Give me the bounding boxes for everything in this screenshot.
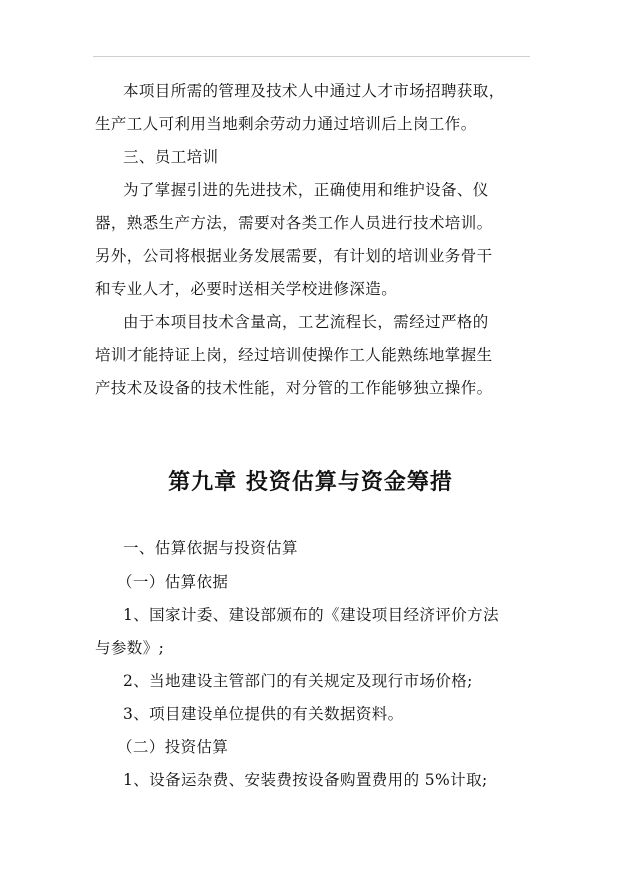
list-item-3: 3、项目建设单位提供的有关数据资料。 <box>123 705 404 723</box>
paragraph-2-line-2: 器，熟悉生产方法，需要对各类工作人员进行技术培训。 <box>95 214 493 232</box>
subsection-heading-investment: （二）投资估算 <box>117 738 229 756</box>
section-heading-staff-training: 三、员工培训 <box>123 148 219 166</box>
paragraph-2-line-1: 为了掌握引进的先进技术，正确使用和维护设备、仪 <box>123 181 489 199</box>
list-item-4: 1、设备运杂费、安装费按设备购置费用的 5%计取; <box>123 771 488 789</box>
paragraph-1-line-2: 生产工人可利用当地剩余劳动力通过培训后上岗工作。 <box>95 115 477 133</box>
page-header-rule <box>93 56 530 57</box>
list-item-1-line-1: 1、国家计委、建设部颁布的《建设项目经济评价方法 <box>123 606 499 624</box>
paragraph-3-line-1: 由于本项目技术含量高，工艺流程长，需经过严格的 <box>123 313 489 331</box>
section-heading-estimation: 一、估算依据与投资估算 <box>123 539 298 557</box>
list-item-2: 2、当地建设主管部门的有关规定及现行市场价格; <box>123 672 473 690</box>
list-item-1-line-2: 与参数》; <box>95 639 165 657</box>
paragraph-2-line-4: 和专业人才，必要时送相关学校进修深造。 <box>95 280 398 298</box>
chapter-title: 第九章 投资估算与资金筹措 <box>168 470 453 495</box>
paragraph-3-line-3: 产技术及设备的技术性能，对分管的工作能够独立操作。 <box>95 379 493 397</box>
subsection-heading-basis: （一）估算依据 <box>117 573 229 591</box>
paragraph-1-line-1: 本项目所需的管理及技术人中通过人才市场招聘获取， <box>123 82 505 100</box>
paragraph-2-line-3: 另外，公司将根据业务发展需要，有计划的培训业务骨干 <box>95 247 493 265</box>
paragraph-3-line-2: 培训才能持证上岗，经过培训使操作工人能熟练地掌握生 <box>95 346 493 364</box>
